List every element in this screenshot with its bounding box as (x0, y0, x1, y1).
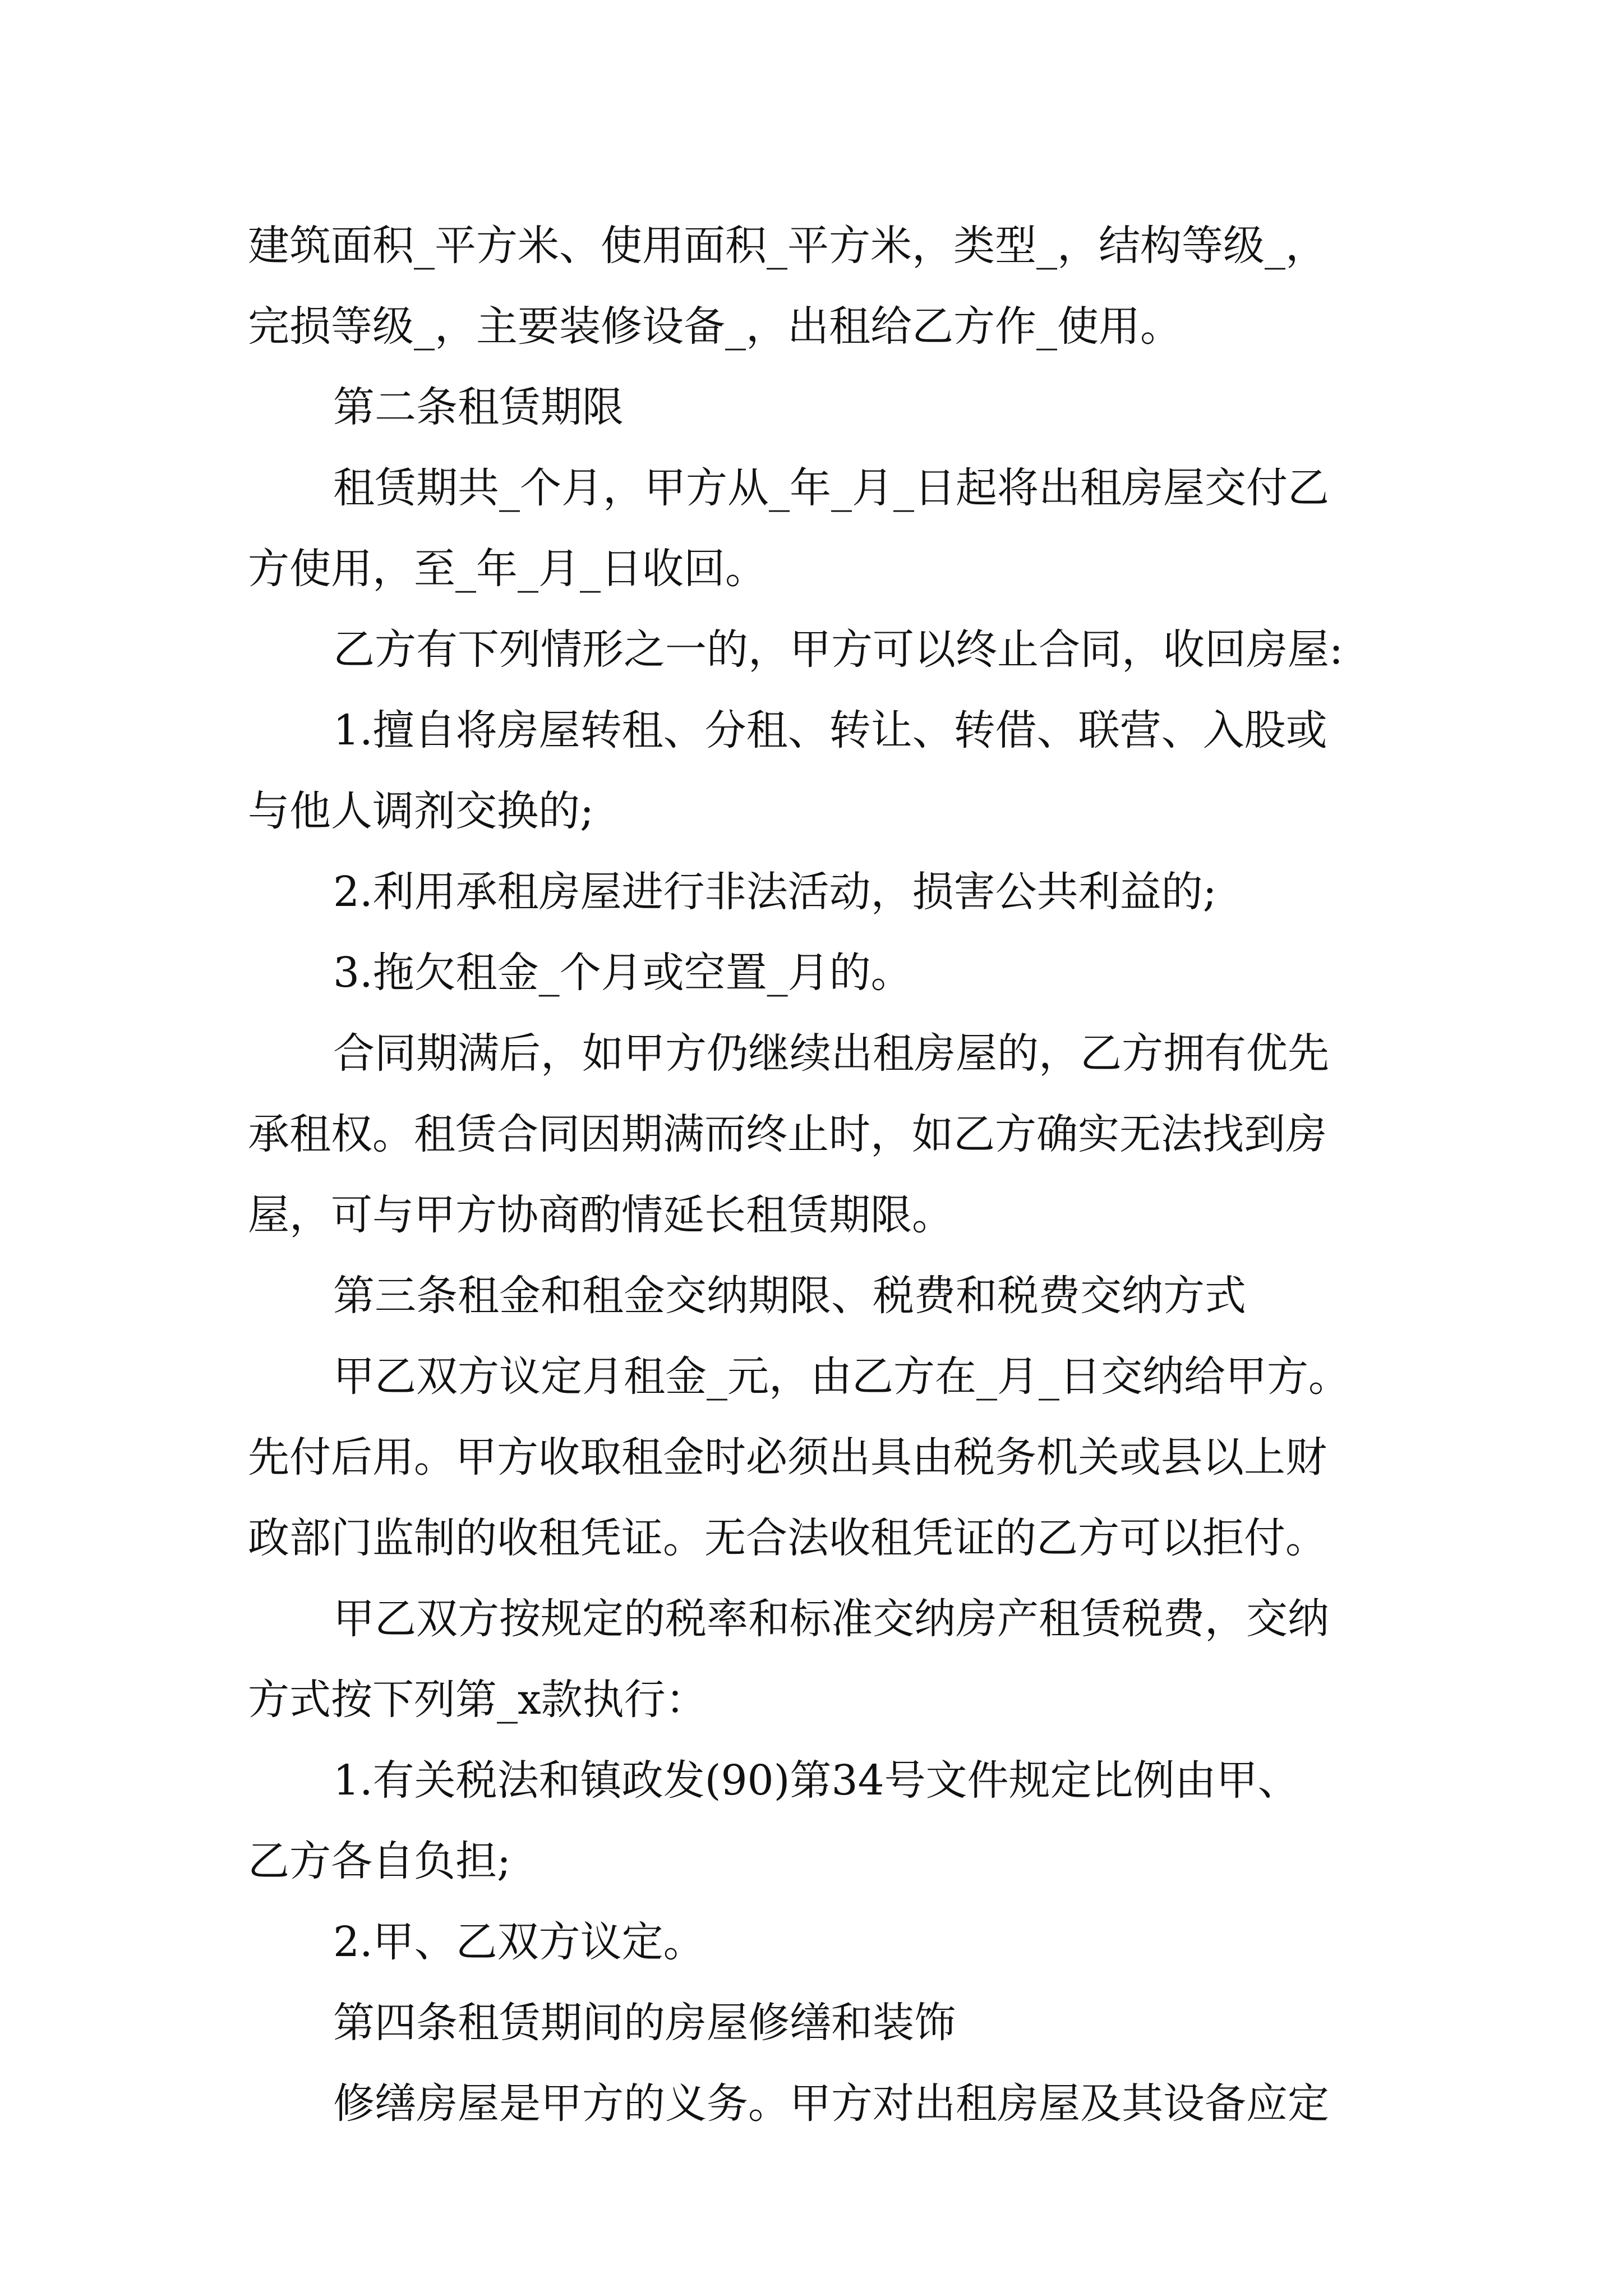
text-line: 方使用，至_年_月_日收回。 (248, 545, 767, 593)
list-item: 1.有关税法和镇政发(90)第34号文件规定比例由甲、 (333, 1756, 1299, 1805)
section-heading: 第三条租金和租金交纳期限、税费和税费交纳方式 (333, 1272, 1246, 1320)
text-line: 政部门监制的收租凭证。无合法收租凭证的乙方可以拒付。 (248, 1514, 1327, 1562)
text-line: 先付后用。甲方收取租金时必须出具由税务机关或县以上财 (248, 1433, 1327, 1481)
text-line: 甲乙双方按规定的税率和标准交纳房产租赁税费，交纳 (333, 1595, 1329, 1643)
text-line: 建筑面积_平方米、使用面积_平方米，类型_，结构等级_， (248, 222, 1327, 270)
list-item: 3.拖欠租金_个月或空置_月的。 (333, 949, 912, 997)
list-item: 2.利用承租房屋进行非法活动，损害公共利益的; (333, 868, 1217, 916)
text-line: 合同期满后，如甲方仍继续出租房屋的，乙方拥有优先 (333, 1029, 1329, 1078)
text-line: 租赁期共_个月，甲方从_年_月_日起将出租房屋交付乙 (333, 464, 1329, 512)
text-line: 承租权。租赁合同因期满而终止时，如乙方确实无法找到房 (248, 1110, 1327, 1158)
text-line: 方式按下列第_x款执行： (248, 1676, 707, 1724)
text-line: 屋，可与甲方协商酌情延长租赁期限。 (248, 1191, 953, 1239)
text-line: 完损等级_，主要装修设备_，出租给乙方作_使用。 (248, 302, 1182, 351)
section-heading: 第二条租赁期限 (333, 383, 624, 431)
list-item: 1.擅自将房屋转租、分租、转让、转借、联营、入股或 (333, 706, 1327, 754)
section-heading: 第四条租赁期间的房屋修缮和装饰 (333, 1999, 956, 2047)
text-line: 甲乙双方议定月租金_元，由乙方在_月_日交纳给甲方。 (333, 1352, 1350, 1401)
text-line: 修缮房屋是甲方的义务。甲方对出租房屋及其设备应定 (333, 2079, 1329, 2128)
text-line: 乙方有下列情形之一的，甲方可以终止合同，收回房屋: (333, 625, 1343, 674)
text-line: 乙方各自负担; (248, 1837, 511, 1885)
text-line: 与他人调剂交换的; (248, 787, 594, 835)
list-item: 2.甲、乙双方议定。 (333, 1918, 705, 1966)
